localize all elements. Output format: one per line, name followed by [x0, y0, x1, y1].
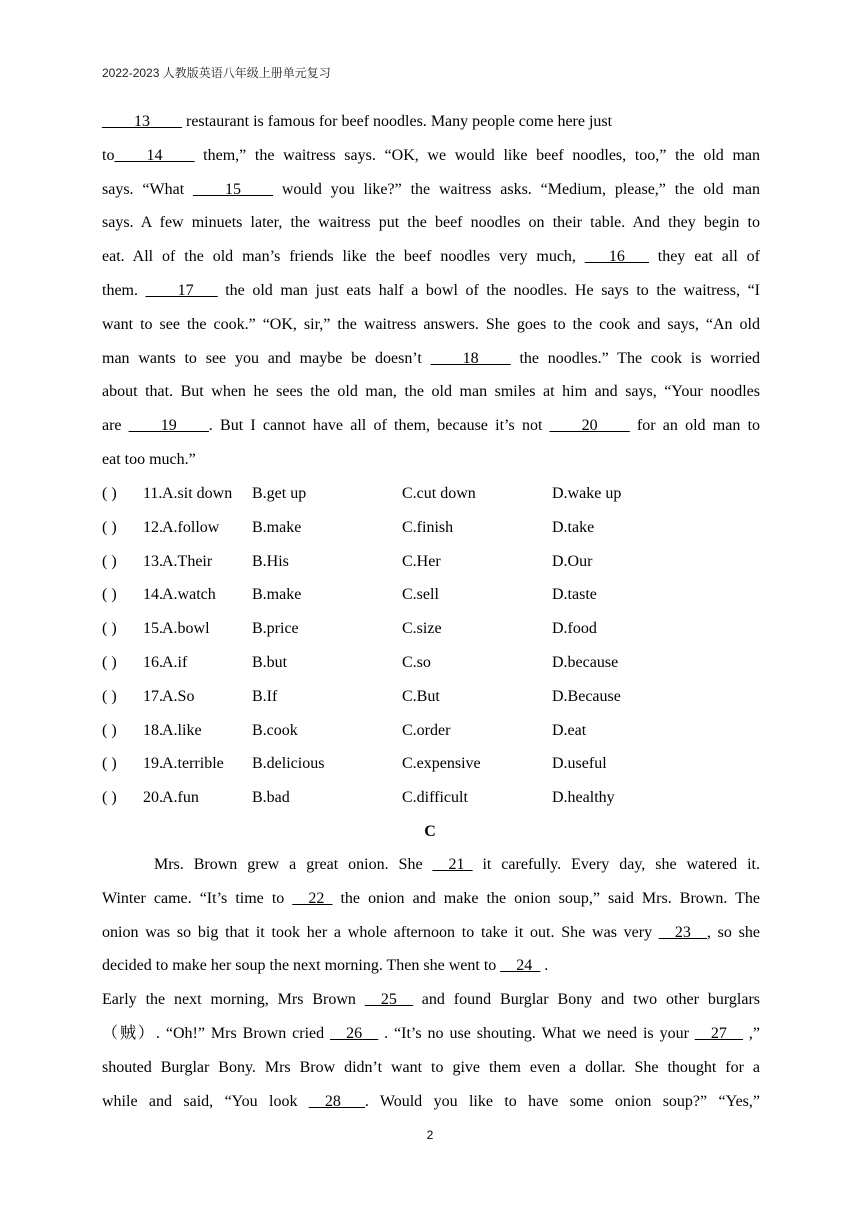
- option-b: B.make: [252, 586, 302, 604]
- passage-line: （贼）. “Oh!” Mrs Brown cried __26__ . “It’s no use shouting. What we need is your __27__ ,”: [102, 1024, 760, 1042]
- question-number: 11.: [143, 485, 163, 502]
- answer-paren[interactable]: ( ): [102, 654, 117, 671]
- option-b: B.His: [252, 552, 289, 570]
- question-row: [102, 781, 760, 815]
- question-number: 12.: [143, 518, 163, 536]
- answer-paren[interactable]: ( ): [102, 687, 117, 705]
- option-c: C.size: [402, 620, 442, 638]
- passage-line: eat. All of the old man’s friends like the beef noodles very much, ___16___ they eat all of: [102, 248, 760, 266]
- blank-21: __21_: [432, 856, 473, 873]
- blank-20: ____20____: [549, 417, 630, 435]
- blank-25: __25__: [364, 991, 413, 1009]
- question-number: 13.: [143, 552, 163, 570]
- option-b: B.bad: [252, 789, 290, 807]
- answer-paren[interactable]: ( ): [102, 620, 117, 638]
- option-a: A.bowl: [162, 620, 210, 638]
- option-c: C.But: [402, 687, 440, 705]
- question-number: 19.: [143, 755, 163, 773]
- passage-line: ____13____ restaurant is famous for beef noodles. Many people come here just: [102, 113, 613, 130]
- option-a: A.terrible: [162, 755, 224, 773]
- answer-paren[interactable]: ( ): [102, 789, 117, 807]
- question-number: 16.: [143, 654, 163, 671]
- passage-line: them. ____17___ the old man just eats half a bowl of the noodles. He says to the waitress, “I: [102, 281, 760, 299]
- option-c: C.Her: [402, 552, 441, 570]
- option-c: C.order: [402, 721, 451, 739]
- option-b: B.get up: [252, 485, 307, 502]
- blank-18: ____18____: [430, 349, 511, 367]
- option-d: D.Because: [552, 687, 621, 705]
- question-number: 15.: [143, 620, 163, 638]
- option-c: C.difficult: [402, 789, 468, 807]
- passage-line: are ____19____. But I cannot have all of them, because it’s not ____20____ for an old man to: [102, 417, 760, 435]
- passage-line: Winter came. “It’s time to __22_ the onion and make the onion soup,” said Mrs. Brown. The: [102, 889, 760, 907]
- passage-line: decided to make her soup the next morning. Then she went to __24_ .: [102, 957, 549, 975]
- section-heading: C: [424, 823, 436, 840]
- blank-24: __24_: [500, 957, 541, 975]
- option-b: B.make: [252, 518, 302, 536]
- option-d: D.eat: [552, 721, 587, 739]
- option-a: A.follow: [162, 518, 220, 536]
- option-d: D.because: [552, 654, 619, 671]
- page-number: 2: [426, 1128, 434, 1142]
- page-header: 2022-2023 人教版英语八年级上册单元复习: [102, 66, 331, 80]
- option-c: C.expensive: [402, 755, 481, 773]
- blank-16: ___16___: [584, 248, 649, 266]
- option-c: C.finish: [402, 518, 454, 536]
- option-c: C.so: [402, 654, 431, 671]
- option-d: D.food: [552, 620, 597, 638]
- option-b: B.If: [252, 687, 278, 705]
- option-d: D.useful: [552, 755, 607, 773]
- option-a: A.So: [162, 687, 195, 705]
- answer-paren[interactable]: ( ): [102, 485, 117, 502]
- option-d: D.wake up: [552, 485, 622, 502]
- passage-line: onion was so big that it took her a whole afternoon to take it out. She was very __23__, so she: [102, 923, 760, 941]
- passage-line: says. A few minuets later, the waitress put the beef noodles on their table. And they begin to: [102, 214, 760, 232]
- passage-line: about that. But when he sees the old man, the old man smiles at him and says, “Your noodles: [102, 383, 760, 401]
- answer-paren[interactable]: ( ): [102, 721, 117, 739]
- question-number: 20.: [143, 789, 163, 807]
- blank-14: ____14____: [114, 146, 195, 164]
- option-b: B.cook: [252, 721, 298, 739]
- option-a: A.like: [162, 721, 202, 739]
- blank-17: ____17___: [145, 281, 218, 299]
- passage-line: shouted Burglar Bony. Mrs Brow didn’t want to give them even a dollar. She thought for a: [102, 1058, 760, 1076]
- answer-paren[interactable]: ( ): [102, 755, 117, 773]
- passage-line: eat too much.”: [102, 450, 196, 468]
- option-d: D.Our: [552, 552, 593, 570]
- question-row: [102, 511, 760, 545]
- answer-paren[interactable]: ( ): [102, 518, 117, 536]
- blank-27: __27__: [694, 1024, 743, 1042]
- passage-line: Early the next morning, Mrs Brown __25__ and found Burglar Bony and two other burglars: [102, 991, 760, 1009]
- option-b: B.but: [252, 654, 288, 671]
- blank-28: __28___: [308, 1092, 365, 1110]
- passage-line: want to see the cook.” “OK, sir,” the waitress answers. She goes to the cook and says, “An old: [102, 315, 760, 333]
- option-c: C.cut down: [402, 485, 476, 502]
- passage-b: [102, 105, 760, 477]
- option-a: A.Their: [162, 552, 213, 570]
- blank-22: __22_: [292, 889, 333, 907]
- question-row: [102, 477, 760, 511]
- option-d: D.healthy: [552, 789, 615, 807]
- passage-line: man wants to see you and maybe be doesn’t ____18____ the noodles.” The cook is worried: [102, 349, 760, 367]
- blank-23: __23__: [658, 923, 707, 941]
- blank-19: ____19____: [128, 417, 209, 435]
- option-a: A.sit down: [162, 485, 233, 502]
- answer-paren[interactable]: ( ): [102, 586, 117, 604]
- question-row: [102, 578, 760, 612]
- question-row: [102, 545, 760, 579]
- question-number: 17.: [143, 687, 163, 705]
- question-row: [102, 612, 760, 646]
- blank-15: ____15____: [193, 180, 273, 198]
- question-number: 14.: [143, 586, 163, 604]
- passage-line: says. “What ____15____ would you like?” the waitress asks. “Medium, please,” the old man: [102, 180, 760, 198]
- question-row: [102, 714, 760, 748]
- option-a: A.watch: [162, 586, 216, 604]
- option-a: A.if: [162, 654, 188, 671]
- option-d: D.taste: [552, 586, 597, 604]
- question-row: [102, 646, 760, 680]
- passage-c: [102, 848, 760, 1118]
- question-number: 18.: [143, 721, 163, 739]
- blank-13: ____13____: [102, 113, 182, 130]
- blank-26: __26__: [330, 1024, 379, 1042]
- question-row: [102, 680, 760, 714]
- passage-line: while and said, “You look __28___. Would you like to have some onion soup?” “Yes,”: [102, 1092, 760, 1110]
- answer-paren[interactable]: ( ): [102, 552, 117, 570]
- option-b: B.delicious: [252, 755, 325, 773]
- option-b: B.price: [252, 620, 299, 638]
- passage-line: Mrs. Brown grew a great onion. She __21_ it carefully. Every day, she watered it.: [154, 856, 760, 873]
- option-a: A.fun: [162, 789, 199, 807]
- passage-line: to____14____ them,” the waitress says. “OK, we would like beef noodles, too,” the old man: [102, 146, 760, 164]
- option-c: C.sell: [402, 586, 439, 604]
- option-d: D.take: [552, 518, 595, 536]
- question-row: [102, 747, 760, 781]
